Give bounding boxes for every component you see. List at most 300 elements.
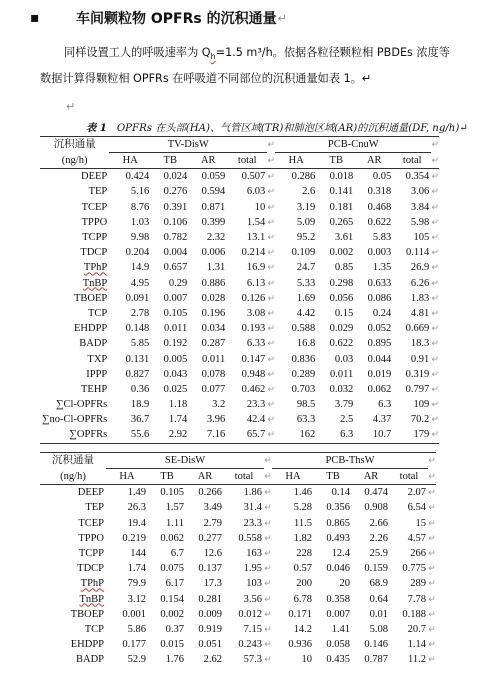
cell-mark-icon: ↵ <box>267 277 276 288</box>
cell-mark-icon: ↵ <box>267 399 276 410</box>
cell-value: 36.7 <box>130 414 150 426</box>
cell-value: 2.26 <box>369 532 388 544</box>
cell-value: 0.148 <box>125 323 150 335</box>
cell-value: 0.886 <box>201 277 226 289</box>
cell-value: 1.74 <box>127 563 146 575</box>
cell-mark-icon: ↵ <box>267 383 276 394</box>
cell-mark-icon: ↵ <box>267 368 276 379</box>
row-compound-name: IPPP <box>86 368 108 380</box>
cell-mark-icon: ↵ <box>431 137 439 153</box>
cell-mark-icon: ↵ <box>267 262 276 273</box>
cell-value: 14.9 <box>130 262 150 274</box>
cell-mark-icon: ↵ <box>264 593 272 604</box>
cell-value: 3.61 <box>334 232 354 244</box>
cell-mark-icon: ↵ <box>428 502 436 513</box>
cell-mark-icon: ↵ <box>264 563 272 574</box>
cell-value: 1.95 <box>243 563 262 575</box>
cell-value: 0.056 <box>329 292 354 304</box>
cell-mark-icon: ↵ <box>267 307 276 318</box>
cell-value: 0.154 <box>160 593 184 605</box>
cell-value: 95.2 <box>296 232 316 244</box>
cell-value: 0.007 <box>326 608 350 620</box>
cell-mark-icon: ↵ <box>264 532 272 543</box>
cell-value: 6.17 <box>165 578 184 590</box>
cell-value: 0.171 <box>288 608 312 620</box>
row-compound-name: TCEP <box>81 201 108 213</box>
cell-value: 103 <box>246 578 262 590</box>
cell-value: 0.462 <box>241 383 266 395</box>
cell-value: 0.219 <box>122 532 146 544</box>
cell-value: 18.3 <box>410 338 430 350</box>
table-row <box>40 500 436 515</box>
cell-value: 4.95 <box>130 277 150 289</box>
row-compound-name: TPPO <box>78 532 104 544</box>
cell-mark-icon: ↵ <box>267 292 276 303</box>
column-header-ha: HA <box>275 153 317 169</box>
cell-value: 0.669 <box>405 323 430 335</box>
cell-value: 3.06 <box>410 186 430 198</box>
table-row <box>40 336 439 351</box>
cell-value: 0.787 <box>364 654 388 666</box>
cell-value: 63.3 <box>296 414 316 426</box>
row-compound-name: BADP <box>75 654 104 666</box>
cell-mark-icon: ↵ <box>267 137 275 153</box>
deposition-flux-table-2 <box>40 452 436 667</box>
table-row <box>40 367 439 382</box>
table-group-header-row <box>40 453 436 469</box>
row-compound-name: ∑Cl-OPFRs <box>56 399 108 411</box>
table-row <box>40 546 436 561</box>
cell-value: 20 <box>339 578 350 590</box>
cell-value: 0.106 <box>163 216 188 228</box>
cell-value: 0.029 <box>329 323 354 335</box>
table-group-a-label: SE-DisW <box>106 453 264 469</box>
table-group-b-label: PCB-CnuW <box>275 137 431 153</box>
cell-mark-icon: ↵ <box>264 487 272 498</box>
cell-value: 1.69 <box>296 292 316 304</box>
cell-value: 0.588 <box>291 323 316 335</box>
cell-value: 23.3 <box>243 517 262 529</box>
cell-value: 5.83 <box>372 232 392 244</box>
cell-mark-icon: ↵ <box>267 186 276 197</box>
cell-mark-icon: ↵ <box>428 623 436 634</box>
row-compound-name: DEEP <box>81 171 108 183</box>
cell-value: 2.79 <box>203 517 222 529</box>
cell-value: 5.08 <box>369 623 388 635</box>
cell-value: 6.54 <box>407 502 426 514</box>
table-row <box>40 200 439 215</box>
cell-mark-icon: ↵ <box>428 608 436 619</box>
cell-value: 13.1 <box>246 232 266 244</box>
cell-value: 0.051 <box>198 639 222 651</box>
cell-value: 0.005 <box>163 353 188 365</box>
cell-value: 0.85 <box>334 262 354 274</box>
cell-value: 0.131 <box>125 353 150 365</box>
table-row <box>40 622 436 637</box>
cell-value: 57.3 <box>243 654 262 666</box>
cell-value: 11.5 <box>294 517 312 529</box>
cell-value: 0.29 <box>168 277 188 289</box>
cell-value: 144 <box>130 548 146 560</box>
cell-value: 162 <box>275 427 317 443</box>
cell-mark-icon: ↵ <box>428 532 436 543</box>
cell-value: 3.56 <box>243 593 262 605</box>
cell-mark-icon: ↵ <box>431 153 439 169</box>
cell-value: 8.76 <box>130 201 150 213</box>
section-title: 车间颗粒物 OPFRs 的沉积通量 <box>76 11 277 27</box>
cell-value: 0.399 <box>201 216 226 228</box>
cell-value: 3.08 <box>246 307 266 319</box>
cell-value: 55.6 <box>109 427 151 443</box>
intro-paragraph <box>40 42 470 90</box>
column-header-tb: TB <box>317 153 355 169</box>
cell-value: 0.281 <box>198 593 222 605</box>
cell-value: 6.78 <box>293 593 312 605</box>
cell-value: 1.11 <box>166 517 184 529</box>
cell-mark-icon: ↵ <box>267 338 276 349</box>
cell-value: 6.3 <box>317 427 355 443</box>
cell-value: 0.01 <box>369 608 388 620</box>
cell-mark-icon: ↵ <box>428 517 436 528</box>
table-row <box>40 516 436 531</box>
column-header-total: total <box>227 153 267 169</box>
cell-mark-icon: ↵ <box>264 453 272 469</box>
table-row <box>40 276 439 291</box>
cell-value: 0.146 <box>364 639 388 651</box>
cell-value: 0.57 <box>293 563 312 575</box>
row-compound-name: ∑OPFRs <box>40 427 109 443</box>
cell-value: 0.043 <box>163 368 188 380</box>
cell-value: 10 <box>301 654 312 666</box>
cell-value: 2.07 <box>407 487 426 499</box>
row-compound-name: TEP <box>88 186 108 198</box>
row-compound-name: TPPO <box>81 216 108 228</box>
cell-value: 26.3 <box>127 502 146 514</box>
cell-mark-icon: ↵ <box>264 639 272 650</box>
cell-mark-icon: ↵ <box>264 608 272 619</box>
cell-value: 0.009 <box>198 608 222 620</box>
cell-value: 79.9 <box>127 578 146 590</box>
cell-value: 68.9 <box>369 578 388 590</box>
cell-value: 0.214 <box>241 247 266 259</box>
cell-value: 70.2 <box>410 414 430 426</box>
cell-value: 0.109 <box>291 247 316 259</box>
cell-mark-icon: ↵ <box>428 593 436 604</box>
cell-value: 0.507 <box>241 171 266 183</box>
cell-value: 15 <box>415 517 426 529</box>
cell-mark-icon: ↵ <box>264 502 272 513</box>
cell-mark-icon: ↵ <box>431 399 440 410</box>
cell-value: 0.358 <box>326 593 350 605</box>
cell-value: 0.319 <box>405 368 430 380</box>
cell-mark-icon: ↵ <box>267 323 276 334</box>
cell-value: 0.865 <box>326 517 350 529</box>
cell-value: 163 <box>246 548 262 560</box>
cell-value: 1.18 <box>168 399 188 411</box>
column-header-ar: AR <box>355 153 393 169</box>
cell-value: 0.159 <box>364 563 388 575</box>
table-header-unit: (ng/h) <box>40 153 109 169</box>
cell-value: 0.276 <box>163 186 188 198</box>
cell-mark-icon: ↵ <box>431 307 440 318</box>
cell-value: 0.948 <box>241 368 266 380</box>
cell-value: 10.7 <box>355 427 393 443</box>
cell-value: 0.062 <box>367 383 392 395</box>
cell-mark-icon: ↵ <box>431 368 440 379</box>
cell-value: 1.57 <box>165 502 184 514</box>
cell-value: 1.82 <box>293 532 312 544</box>
cell-mark-icon: ↵ <box>264 623 272 634</box>
cell-value: 42.4 <box>246 414 266 426</box>
cell-value: 5.28 <box>293 502 312 514</box>
cell-value: 0.137 <box>198 563 222 575</box>
table-row <box>40 382 439 397</box>
cell-value: 14.2 <box>293 623 312 635</box>
cell-value: 0.019 <box>367 368 392 380</box>
cell-value: 0.775 <box>402 563 426 575</box>
subscript-h: h <box>210 52 216 62</box>
cell-value: 9.98 <box>130 232 150 244</box>
row-compound-name: TBOEP <box>74 292 108 304</box>
table-row <box>40 397 439 412</box>
table-row <box>40 652 436 667</box>
cell-value: 26.9 <box>410 262 430 274</box>
cell-value: 0.196 <box>201 307 226 319</box>
row-compound-name: EHDPP <box>74 323 108 335</box>
row-compound-name: TnBP <box>82 277 108 289</box>
table-column-header-row <box>40 153 439 169</box>
table-group-a-label: TV-DisW <box>109 137 267 153</box>
table-row <box>40 427 439 443</box>
cell-mark-icon: ↵ <box>267 232 276 243</box>
cell-value: 1.03 <box>130 216 150 228</box>
cell-mark-icon: ↵ <box>431 323 440 334</box>
cell-value: 0.204 <box>125 247 150 259</box>
cell-mark-icon: ↵ <box>431 277 440 288</box>
cell-value: 6.03 <box>246 186 266 198</box>
cell-value: 18.9 <box>130 399 150 411</box>
table-row <box>40 230 439 245</box>
column-header-ar: AR <box>189 153 227 169</box>
cell-value: 109 <box>413 399 430 411</box>
column-header-ha: HA <box>272 469 314 485</box>
cell-value: 0.622 <box>367 216 392 228</box>
cell-value: 0.004 <box>163 247 188 259</box>
cell-mark-icon: ↵ <box>431 427 439 443</box>
cell-value: 0.91 <box>410 353 430 365</box>
cell-mark-icon: ↵ <box>264 654 272 665</box>
cell-value: 0.318 <box>367 186 392 198</box>
cell-value: 0.001 <box>122 608 146 620</box>
cell-value: 3.49 <box>203 502 222 514</box>
cell-value: 3.12 <box>127 593 146 605</box>
cell-value: 0.105 <box>163 307 188 319</box>
cell-mark-icon: ↵ <box>264 578 272 589</box>
row-compound-name: TXP <box>87 353 108 365</box>
cell-value: 228 <box>296 548 312 560</box>
table-row <box>40 576 436 591</box>
cell-value: 200 <box>296 578 312 590</box>
cell-value: 5.85 <box>130 338 150 350</box>
cell-mark-icon: ↵ <box>267 201 276 212</box>
cell-value: 0.493 <box>326 532 350 544</box>
cell-value: 0.018 <box>329 171 354 183</box>
cell-value: 0.062 <box>160 532 184 544</box>
deposition-flux-table-1 <box>40 136 439 444</box>
cell-value: 0.091 <box>125 292 150 304</box>
cell-value: 6.26 <box>410 277 430 289</box>
cell-value: 1.49 <box>127 487 146 499</box>
table-row <box>40 607 436 622</box>
cell-value: 0.075 <box>160 563 184 575</box>
cell-mark-icon: ↵ <box>267 216 276 227</box>
column-header-ar: AR <box>352 469 390 485</box>
table-row <box>40 321 439 336</box>
cell-value: 2.5 <box>340 414 354 426</box>
cell-value: 3.96 <box>206 414 226 426</box>
row-compound-name: BADP <box>79 338 108 350</box>
cell-value: 0.424 <box>125 171 150 183</box>
cell-value: 0.05 <box>372 171 392 183</box>
cell-value: 3.2 <box>212 399 226 411</box>
cell-mark-icon: ↵ <box>431 186 440 197</box>
cell-value: 25.9 <box>369 548 388 560</box>
row-compound-name: TCPP <box>82 232 108 244</box>
table-row <box>40 637 436 652</box>
cell-value: 0.011 <box>202 353 226 365</box>
table-caption <box>86 119 468 134</box>
table-row <box>40 169 439 185</box>
cell-value: 0.468 <box>367 201 392 213</box>
cell-value: 2.92 <box>151 427 189 443</box>
cell-value: 0.64 <box>369 593 388 605</box>
section-heading <box>30 8 287 28</box>
cell-value: 11.2 <box>408 654 426 666</box>
row-compound-name: TDCP <box>80 247 108 259</box>
cell-value: 0.287 <box>201 338 226 350</box>
table-header-label: 沉积通量 <box>40 137 109 153</box>
cell-mark-icon: ↵ <box>264 517 272 528</box>
cell-value: 1.86 <box>243 487 262 499</box>
cell-value: 0.193 <box>241 323 266 335</box>
caption-text: OPFRs 在头部(HA)、气管区域(TR)和肺泡区域(AR)的沉积通量(DF, ng/h)↵ <box>116 123 468 134</box>
cell-value: 5.86 <box>127 623 146 635</box>
column-header-total: total <box>224 469 264 485</box>
cell-value: 0.474 <box>364 487 388 499</box>
cell-value: 0.03 <box>334 353 354 365</box>
caption-label: 表 1 <box>86 122 107 134</box>
cell-value: 0.633 <box>367 277 392 289</box>
cell-value: 0.827 <box>125 368 150 380</box>
cell-value: 1.83 <box>410 292 430 304</box>
row-compound-name: TDCP <box>77 563 104 575</box>
cell-value: 3.84 <box>410 201 430 213</box>
cell-value: 0.298 <box>329 277 354 289</box>
row-compound-name: TCP <box>88 307 108 319</box>
cell-mark-icon: ↵ <box>431 292 440 303</box>
cell-value: 0.003 <box>367 247 392 259</box>
column-header-tb: TB <box>314 469 352 485</box>
cell-value: 0.37 <box>165 623 184 635</box>
cell-value: 6.13 <box>246 277 266 289</box>
cell-value: 5.16 <box>130 186 150 198</box>
cell-value: 0.141 <box>329 186 354 198</box>
cell-mark-icon: ↵ <box>267 247 276 258</box>
table-row <box>40 351 439 366</box>
cell-value: 20.7 <box>407 623 426 635</box>
cell-value: 105 <box>413 232 430 244</box>
cell-value: 12.6 <box>203 548 222 560</box>
cell-mark-icon: ↵ <box>431 232 440 243</box>
cell-mark-icon: ↵ <box>431 171 440 182</box>
cell-mark-icon: ↵ <box>431 338 440 349</box>
table-row <box>40 245 439 260</box>
cell-value: 0.277 <box>198 532 222 544</box>
cell-value: 0.002 <box>160 608 184 620</box>
cell-value: 52.9 <box>127 654 146 666</box>
table-row <box>40 291 439 306</box>
table-group-b-label: PCB-ThsW <box>272 453 428 469</box>
column-header-tb: TB <box>148 469 186 485</box>
cell-value: 19.4 <box>127 517 146 529</box>
row-compound-name: TEP <box>85 502 104 514</box>
cell-value: 0.908 <box>364 502 388 514</box>
cell-value: 6.7 <box>170 548 184 560</box>
row-compound-name: TPhP <box>80 578 104 590</box>
cell-mark-icon: ↵ <box>267 153 275 169</box>
paragraph-line-1b: =1.5 m³/h。依据各粒径颗粒相 PBDEs 浓度等 <box>215 46 450 59</box>
cell-value: 2.6 <box>302 186 316 198</box>
table-row <box>40 485 436 501</box>
cell-value: 23.3 <box>246 399 266 411</box>
cell-value: 2.62 <box>203 654 222 666</box>
column-header-ha: HA <box>109 153 151 169</box>
cell-value: 0.077 <box>201 383 226 395</box>
cell-value: 10 <box>254 201 266 213</box>
cell-mark-icon: ↵ <box>431 201 440 212</box>
cell-value: 31.4 <box>243 502 262 514</box>
cell-mark-icon: ↵ <box>428 639 436 650</box>
row-compound-name: TCEP <box>78 517 104 529</box>
cell-value: 0.002 <box>329 247 354 259</box>
cell-value: 6.33 <box>246 338 266 350</box>
table-row <box>40 561 436 576</box>
cell-value: 1.31 <box>206 262 226 274</box>
cell-value: 0.657 <box>163 262 188 274</box>
cell-value: 98.5 <box>296 399 316 411</box>
cell-mark-icon: ↵ <box>267 427 275 443</box>
cell-value: 0.114 <box>406 247 430 259</box>
row-compound-name: ∑no-Cl-OPFRs <box>42 414 108 426</box>
cell-value: 0.356 <box>326 502 350 514</box>
cell-value: 0.265 <box>329 216 354 228</box>
row-compound-name: TCPP <box>78 548 104 560</box>
cell-value: 1.14 <box>407 639 426 651</box>
table-row <box>40 306 439 321</box>
cell-mark-icon: ↵ <box>428 578 436 589</box>
bullet-icon: ▪ <box>30 10 40 26</box>
table-row <box>40 260 439 275</box>
cell-mark-icon: ↵ <box>264 469 272 485</box>
cell-value: 16.8 <box>296 338 316 350</box>
cell-value: 0.871 <box>201 201 226 213</box>
cell-value: 0.836 <box>291 353 316 365</box>
table-header-label: 沉积通量 <box>40 453 106 469</box>
table-row <box>40 215 439 230</box>
cell-value: 0.15 <box>334 307 354 319</box>
cell-value: 0.025 <box>163 383 188 395</box>
cell-mark-icon: ↵ <box>428 469 436 485</box>
